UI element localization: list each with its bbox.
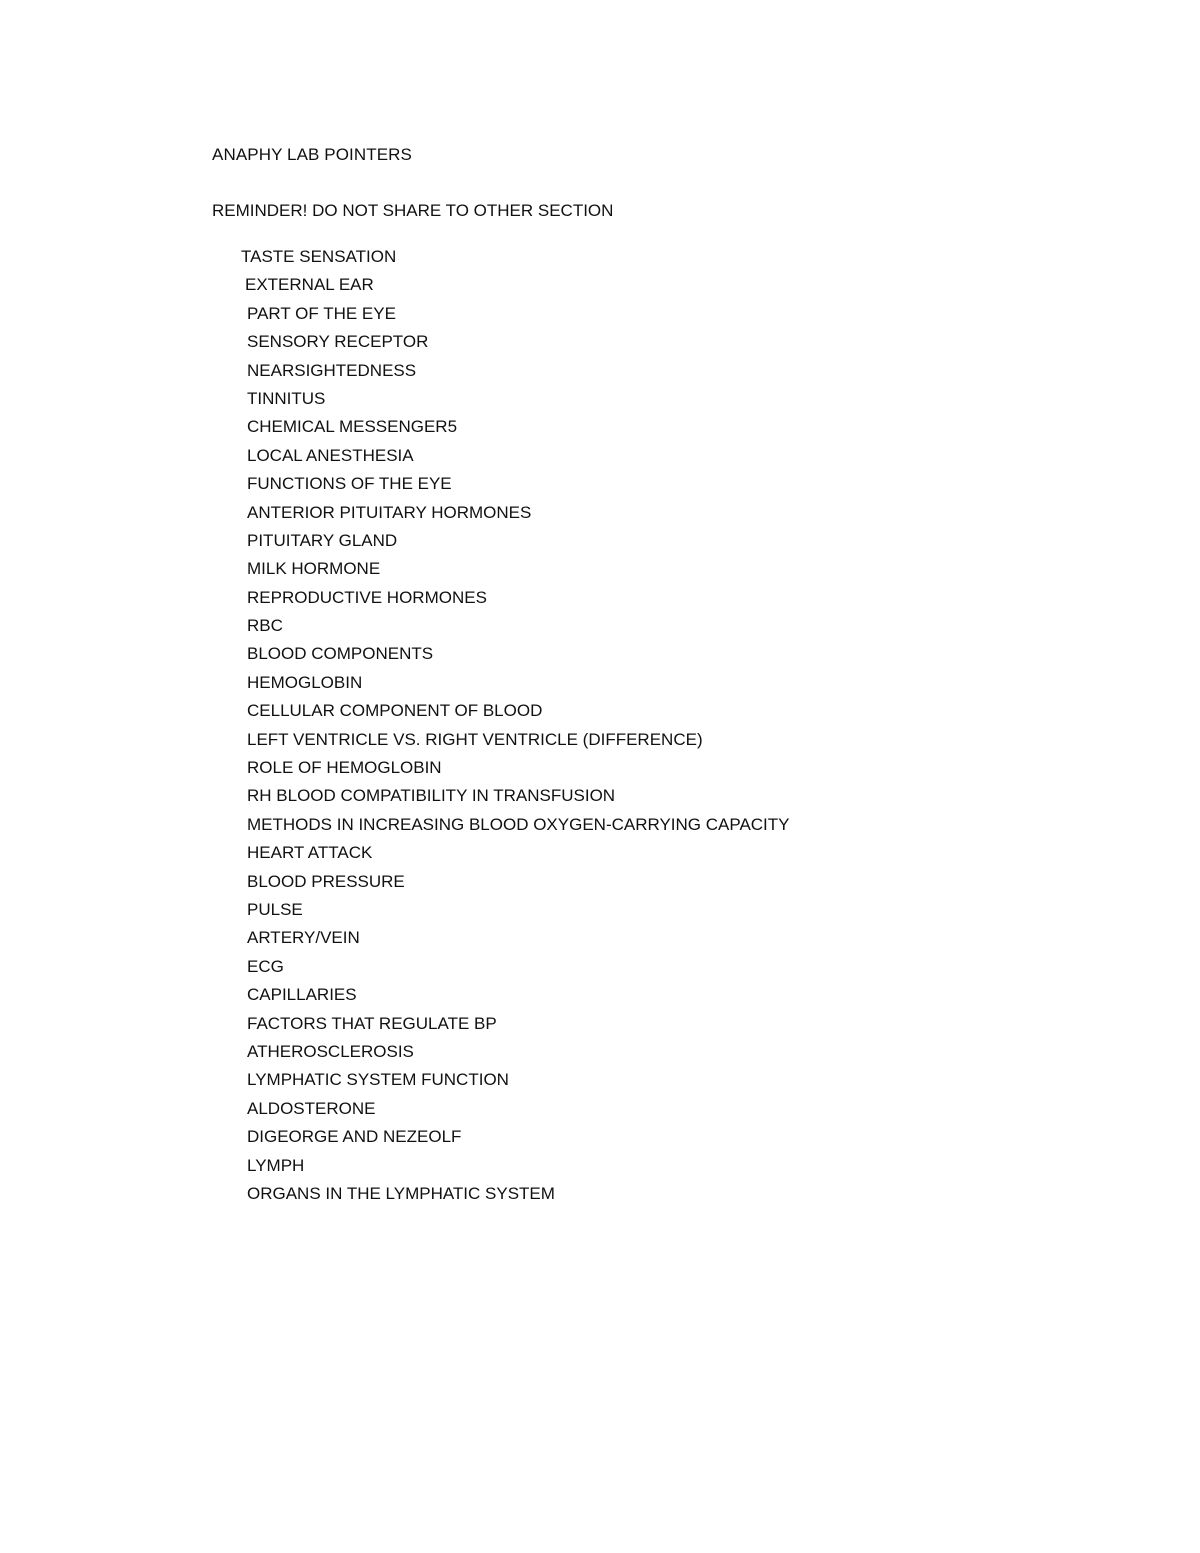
topic-item: PULSE (247, 899, 303, 919)
topic-item: EXTERNAL EAR (245, 275, 374, 295)
topic-item: LYMPH (247, 1155, 305, 1175)
topic-item: LOCAL ANESTHESIA (247, 445, 414, 465)
topic-item: ROLE OF HEMOGLOBIN (247, 758, 442, 778)
topic-item: MILK HORMONE (247, 559, 381, 579)
document-title: ANAPHY LAB POINTERS (212, 145, 412, 164)
topic-item: TINNITUS (247, 388, 326, 408)
topic-item: CHEMICAL MESSENGER5 (247, 417, 458, 437)
topic-item: PITUITARY GLAND (247, 530, 398, 550)
topic-item: CELLULAR COMPONENT OF BLOOD (247, 701, 543, 721)
topic-item: RBC (247, 616, 283, 636)
topic-item: CAPILLARIES (247, 985, 357, 1005)
topic-item: DIGEORGE AND NEZEOLF (247, 1127, 462, 1147)
topic-item: HEMOGLOBIN (247, 672, 363, 692)
topic-item: TASTE SENSATION (241, 247, 397, 266)
topic-item: ORGANS IN THE LYMPHATIC SYSTEM (247, 1183, 555, 1203)
topic-item: REPRODUCTIVE HORMONES (247, 587, 487, 607)
topic-item: LEFT VENTRICLE VS. RIGHT VENTRICLE (DIFFERENCE) (247, 729, 703, 749)
topic-item: HEART ATTACK (247, 843, 373, 863)
topic-item: ANTERIOR PITUITARY HORMONES (247, 502, 532, 522)
topic-item: ECG (247, 956, 284, 976)
topic-item: BLOOD COMPONENTS (247, 644, 434, 664)
topic-item: LYMPHATIC SYSTEM FUNCTION (247, 1070, 509, 1090)
topic-item: BLOOD PRESSURE (247, 871, 405, 891)
topic-item: METHODS IN INCREASING BLOOD OXYGEN-CARRYING CAPACITY (247, 814, 790, 834)
topic-item: SENSORY RECEPTOR (247, 332, 429, 352)
topic-list (0, 243, 790, 1208)
topic-item: ALDOSTERONE (247, 1098, 376, 1118)
topic-item: FUNCTIONS OF THE EYE (247, 474, 452, 494)
topic-item: NEARSIGHTEDNESS (247, 360, 417, 380)
topic-item: RH BLOOD COMPATIBILITY IN TRANSFUSION (247, 786, 616, 806)
topic-item: ATHEROSCLEROSIS (247, 1041, 414, 1061)
topic-item: ARTERY/VEIN (247, 928, 360, 948)
topic-item: PART OF THE EYE (247, 303, 396, 323)
topic-item: FACTORS THAT REGULATE BP (247, 1013, 497, 1033)
reminder-note: REMINDER! DO NOT SHARE TO OTHER SECTION (212, 201, 614, 220)
